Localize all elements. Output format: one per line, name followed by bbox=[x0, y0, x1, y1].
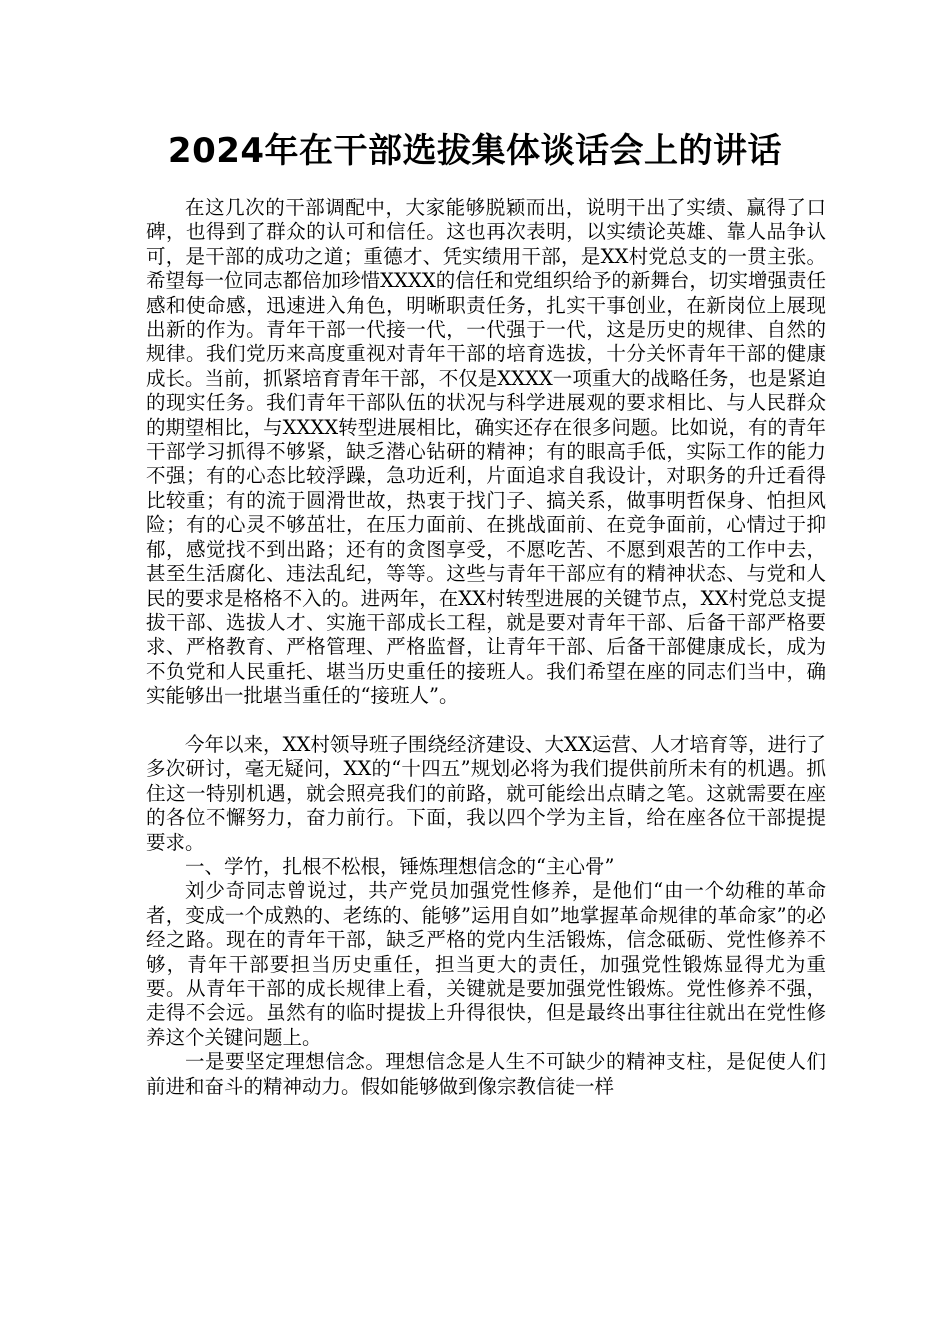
paragraph-3: 刘少奇同志曾说过，共产党员加强党性修养，是他们“由一个幼稚的革命者，变成一个成熟的、老练的、能够”运用自如”地掌握革命规律的革命家”的必经之路。现在的青年干部，缺乏严格的党内生活锻炼，信念砥砺、党性修养不够，青年干部要担当历史重任，担当更大的责任，加强党性锻炼显得尤为重要。从青年干部的成长规律上看，关键就是要加强党性锻炼。党性修养不强，走得不会远。虽然有的临时提拔上升得很快，但是最终出事往往就出在党性修养这个关键问题上。 bbox=[146, 879, 826, 1049]
document-title: 2024年在干部选拔集体谈话会上的讲话 bbox=[167, 131, 783, 171]
section-heading-1: 一、学竹，扎根不松根，锤炼理想信念的“主心骨” bbox=[185, 854, 615, 878]
document-body bbox=[146, 196, 826, 1099]
paragraph-2: 今年以来，XX村领导班子围绕经济建设、大XX运营、人才培育等，进行了多次研讨，毫无疑问，XX的“十四五”规划必将为我们提供前所未有的机遇。抓住这一特别机遇，就会照亮我们的前路，就可能绘出点睛之笔。这就需要在座的各位不懈努力，奋力前行。下面，我以四个学为主旨，给在座各位干部提提要求。 bbox=[146, 732, 826, 854]
paragraph-4: 一是要坚定理想信念。理想信念是人生不可缺少的精神支柱，是促使人们前进和奋斗的精神动力。假如能够做到像宗教信徒一样 bbox=[146, 1050, 826, 1098]
paragraph-1: 在这几次的干部调配中，大家能够脱颖而出，说明干出了实绩、赢得了口碑，也得到了群众的认可和信任。这也再次表明，以实绩论英雄、靠人品争认可，是干部的成功之道；重德才、凭实绩用干部，是XX村党总支的一贯主张。希望每一位同志都倍加珍惜XXXX的信任和党组织给予的新舞台，切实增强责任感和使命感，迅速进入角色，明晰职责任务，扎实干事创业，在新岗位上展现出新的作为。青年干部一代接一代，一代强于一代，这是历史的规律、自然的规律。我们党历来高度重视对青年干部的培育选拔，十分关怀青年干部的健康成长。当前，抓紧培育青年干部，不仅是XXXX一项重大的战略任务，也是紧迫的现实任务。我们青年干部队伍的状况与科学进展观的要求相比、与人民群众的期望相比，与XXXX转型进展相比，确实还存在很多问题。比如说，有的青年干部学习抓得不够紧，缺乏潜心钻研的精神；有的眼高手低，实际工作的能力不强；有的心态比较浮躁，急功近利，片面追求自我设计，对职务的升迁看得比较重；有的流于圆滑世故，热衷于找门子、搞关系，做事明哲保身、怕担风险；有的心灵不够茁壮，在压力面前、在挑战面前、在竞争面前，心情过于抑郁，感觉找不到出路；还有的贪图享受，不愿吃苦、不愿到艰苦的工作中去，甚至生活腐化、违法乱纪，等等。这些与青年干部应有的精神状态、与党和人民的要求是格格不入的。进两年，在XX村转型进展的关键节点，XX村党总支提拔干部、选拔人才、实施干部成长工程，就是要对青年干部、后备干部严格要求、严格教育、严格管理、严格监督，让青年干部、后备干部健康成长，成为不负党和人民重托、堪当历史重任的接班人。我们希望在座的同志们当中，确实能够出一批堪当重任的“接班人”。 bbox=[146, 196, 826, 708]
paragraph-gap bbox=[146, 709, 826, 733]
